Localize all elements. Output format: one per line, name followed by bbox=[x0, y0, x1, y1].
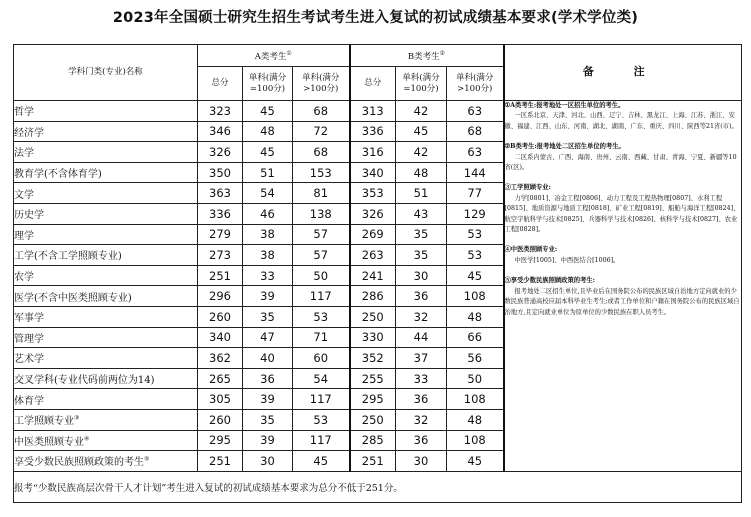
score-a-s100: 54 bbox=[243, 183, 293, 204]
score-b-sgt: 77 bbox=[447, 183, 504, 204]
score-b-total: 295 bbox=[350, 389, 396, 410]
group-b-header: B类考生② bbox=[350, 45, 504, 67]
table-row bbox=[14, 101, 742, 122]
score-a-s100: 35 bbox=[243, 409, 293, 430]
discipline-name: 军事学 bbox=[14, 306, 198, 327]
remarks-header: 备 注 bbox=[504, 45, 742, 101]
score-a-s100: 45 bbox=[243, 101, 293, 122]
score-a-total: 295 bbox=[198, 430, 243, 451]
discipline-name: 交叉学科(专业代码前两位为14) bbox=[14, 368, 198, 389]
note-item bbox=[505, 183, 742, 235]
score-b-total: 255 bbox=[350, 368, 396, 389]
score-a-total: 260 bbox=[198, 409, 243, 430]
page-title: 2023年全国硕士研究生招生考试考生进入复试的初试成绩基本要求(学术学位类) bbox=[112, 10, 639, 26]
score-a-total: 340 bbox=[198, 327, 243, 348]
score-b-total: 251 bbox=[350, 451, 396, 472]
discipline-header: 学科门类(专业)名称 bbox=[14, 45, 198, 101]
score-b-s100: 42 bbox=[396, 101, 447, 122]
score-b-total: 241 bbox=[350, 265, 396, 286]
b-singlegt100-header: 单科(满分>100分) bbox=[447, 67, 504, 101]
score-a-total: 323 bbox=[198, 101, 243, 122]
discipline-name: 艺术学 bbox=[14, 348, 198, 369]
note-item bbox=[505, 101, 742, 132]
score-a-sgt: 45 bbox=[293, 451, 350, 472]
discipline-name: 哲学 bbox=[14, 101, 198, 122]
discipline-name: 工学(不含工学照顾专业) bbox=[14, 245, 198, 266]
score-b-s100: 32 bbox=[396, 306, 447, 327]
note-body: 一区系北京、天津、河北、山西、辽宁、吉林、黑龙江、上海、江苏、浙江、安徽、福建、江西、山东、河南、湖北、湖南、广东、重庆、四川、陕西等21省(市)。 bbox=[504, 112, 738, 130]
score-b-s100: 43 bbox=[396, 203, 447, 224]
score-b-sgt: 45 bbox=[447, 265, 504, 286]
score-b-total: 285 bbox=[350, 430, 396, 451]
note-body: 报考地处二区招生单位,且毕业后在国务院公布的民族区域自治地方定向就业的少数民族普通高校应届本科毕业生考生;或者工作单位和户籍在国务院公布的民族区域自治地方,且定向就业单位为原单位的少数民族在职人员考生。 bbox=[504, 287, 740, 316]
score-a-total: 363 bbox=[198, 183, 243, 204]
score-a-total: 279 bbox=[198, 224, 243, 245]
score-b-s100: 35 bbox=[396, 245, 447, 266]
score-b-total: 352 bbox=[350, 348, 396, 369]
score-b-sgt: 53 bbox=[447, 245, 504, 266]
score-a-sgt: 72 bbox=[293, 121, 350, 142]
b-total-header: 总分 bbox=[350, 67, 396, 101]
score-a-sgt: 117 bbox=[293, 286, 350, 307]
score-a-total: 260 bbox=[198, 306, 243, 327]
score-b-sgt: 45 bbox=[447, 451, 504, 472]
score-b-total: 286 bbox=[350, 286, 396, 307]
a-total-header: 总分 bbox=[198, 67, 243, 101]
remarks-notes bbox=[504, 101, 742, 472]
score-b-sgt: 63 bbox=[447, 101, 504, 122]
score-b-sgt: 56 bbox=[447, 348, 504, 369]
score-b-s100: 30 bbox=[396, 451, 447, 472]
discipline-name: 体育学 bbox=[14, 389, 198, 410]
score-a-total: 265 bbox=[198, 368, 243, 389]
score-b-sgt: 108 bbox=[447, 286, 504, 307]
discipline-name: 法学 bbox=[14, 142, 198, 163]
discipline-name: 教育学(不含体育学) bbox=[14, 162, 198, 183]
score-b-s100: 51 bbox=[396, 183, 447, 204]
b-single100-header: 单科(满分=100分) bbox=[396, 67, 447, 101]
score-a-sgt: 53 bbox=[293, 306, 350, 327]
note-item bbox=[505, 245, 742, 266]
score-a-total: 251 bbox=[198, 265, 243, 286]
score-a-s100: 30 bbox=[243, 451, 293, 472]
score-b-sgt: 66 bbox=[447, 327, 504, 348]
score-b-total: 316 bbox=[350, 142, 396, 163]
score-a-s100: 35 bbox=[243, 306, 293, 327]
score-b-sgt: 68 bbox=[447, 121, 504, 142]
score-b-s100: 36 bbox=[396, 430, 447, 451]
note-head: ⑤享受少数民族照顾政策的考生: bbox=[504, 277, 595, 285]
score-a-total: 350 bbox=[198, 162, 243, 183]
group-a-header: A类考生① bbox=[198, 45, 350, 67]
a-single100-header: 单科(满分=100分) bbox=[243, 67, 293, 101]
score-table bbox=[13, 44, 742, 503]
discipline-name: 农学 bbox=[14, 265, 198, 286]
footer-note: 报考“少数民族高层次骨干人才计划”考生进入复试的初试成绩基本要求为总分不低于251分。 bbox=[14, 471, 742, 502]
score-b-s100: 44 bbox=[396, 327, 447, 348]
score-a-sgt: 117 bbox=[293, 430, 350, 451]
score-b-sgt: 129 bbox=[447, 203, 504, 224]
score-b-s100: 48 bbox=[396, 162, 447, 183]
score-b-s100: 45 bbox=[396, 121, 447, 142]
note-head: ①A类考生:报考地处一区招生单位的考生。 bbox=[504, 102, 625, 109]
score-a-total: 362 bbox=[198, 348, 243, 369]
score-b-sgt: 144 bbox=[447, 162, 504, 183]
discipline-name: 历史学 bbox=[14, 203, 198, 224]
note-body: 二区系内蒙古、广西、海南、贵州、云南、西藏、甘肃、青海、宁夏、新疆等10省(区)。 bbox=[504, 153, 737, 172]
note-item bbox=[505, 142, 742, 173]
score-a-s100: 39 bbox=[243, 430, 293, 451]
score-a-s100: 47 bbox=[243, 327, 293, 348]
discipline-name: 文学 bbox=[14, 183, 198, 204]
note-head: ④中医类照顾专业: bbox=[504, 246, 558, 254]
score-b-total: 326 bbox=[350, 203, 396, 224]
score-a-sgt: 60 bbox=[293, 348, 350, 369]
score-b-s100: 35 bbox=[396, 224, 447, 245]
score-a-s100: 40 bbox=[243, 348, 293, 369]
score-b-s100: 33 bbox=[396, 368, 447, 389]
score-a-s100: 51 bbox=[243, 162, 293, 183]
score-a-total: 305 bbox=[198, 389, 243, 410]
score-a-sgt: 153 bbox=[293, 162, 350, 183]
discipline-name: 中医类照顾专业④ bbox=[14, 430, 198, 451]
score-b-total: 250 bbox=[350, 409, 396, 430]
score-b-total: 336 bbox=[350, 121, 396, 142]
discipline-name: 工学照顾专业③ bbox=[14, 409, 198, 430]
score-b-s100: 37 bbox=[396, 348, 447, 369]
score-a-total: 296 bbox=[198, 286, 243, 307]
note-body: 力学[0801]、冶金工程[0806]、动力工程及工程热物理[0807]、水利工程[0815]、地质资源与地质工程[0818]、矿业工程[0819]、船舶与海洋工程[0824]、航空宇航科学与技术[0825]、兵器科学与技术[0826]、核科学与技术[0827]、农业工程[0828]。 bbox=[504, 194, 740, 234]
discipline-name: 管理学 bbox=[14, 327, 198, 348]
score-a-s100: 48 bbox=[243, 121, 293, 142]
score-a-sgt: 57 bbox=[293, 245, 350, 266]
score-a-s100: 45 bbox=[243, 142, 293, 163]
a-singlegt100-header: 单科(满分>100分) bbox=[293, 67, 350, 101]
score-b-sgt: 108 bbox=[447, 430, 504, 451]
score-a-sgt: 117 bbox=[293, 389, 350, 410]
discipline-name: 理学 bbox=[14, 224, 198, 245]
score-b-s100: 30 bbox=[396, 265, 447, 286]
discipline-name: 医学(不含中医类照顾专业) bbox=[14, 286, 198, 307]
score-a-sgt: 57 bbox=[293, 224, 350, 245]
score-a-s100: 38 bbox=[243, 245, 293, 266]
score-a-sgt: 53 bbox=[293, 409, 350, 430]
score-b-s100: 36 bbox=[396, 286, 447, 307]
score-a-sgt: 138 bbox=[293, 203, 350, 224]
score-b-total: 313 bbox=[350, 101, 396, 122]
score-b-total: 340 bbox=[350, 162, 396, 183]
score-a-total: 251 bbox=[198, 451, 243, 472]
score-a-total: 273 bbox=[198, 245, 243, 266]
score-b-total: 269 bbox=[350, 224, 396, 245]
score-a-s100: 36 bbox=[243, 368, 293, 389]
score-a-sgt: 68 bbox=[293, 142, 350, 163]
score-a-total: 336 bbox=[198, 203, 243, 224]
note-body: 中医学[1005]、中西医结合[1006]。 bbox=[514, 256, 620, 264]
score-a-sgt: 68 bbox=[293, 101, 350, 122]
score-b-sgt: 63 bbox=[447, 142, 504, 163]
score-b-sgt: 53 bbox=[447, 224, 504, 245]
note-head: ③工学照顾专业: bbox=[504, 184, 551, 192]
score-a-s100: 38 bbox=[243, 224, 293, 245]
score-a-s100: 33 bbox=[243, 265, 293, 286]
score-b-sgt: 108 bbox=[447, 389, 504, 410]
score-b-total: 330 bbox=[350, 327, 396, 348]
score-a-s100: 39 bbox=[243, 389, 293, 410]
score-a-sgt: 50 bbox=[293, 265, 350, 286]
score-a-total: 326 bbox=[198, 142, 243, 163]
note-item bbox=[505, 276, 742, 318]
discipline-name: 经济学 bbox=[14, 121, 198, 142]
score-b-total: 250 bbox=[350, 306, 396, 327]
discipline-name: 享受少数民族照顾政策的考生⑤ bbox=[14, 451, 198, 472]
score-a-sgt: 81 bbox=[293, 183, 350, 204]
score-a-s100: 46 bbox=[243, 203, 293, 224]
score-b-total: 353 bbox=[350, 183, 396, 204]
score-a-sgt: 71 bbox=[293, 327, 350, 348]
note-head: ②B类考生:报考地处二区招生单位的考生。 bbox=[504, 143, 625, 151]
score-a-total: 346 bbox=[198, 121, 243, 142]
score-b-sgt: 48 bbox=[447, 409, 504, 430]
score-b-sgt: 50 bbox=[447, 368, 504, 389]
score-a-s100: 39 bbox=[243, 286, 293, 307]
score-b-s100: 32 bbox=[396, 409, 447, 430]
score-b-sgt: 48 bbox=[447, 306, 504, 327]
score-b-total: 263 bbox=[350, 245, 396, 266]
score-b-s100: 42 bbox=[396, 142, 447, 163]
score-a-sgt: 54 bbox=[293, 368, 350, 389]
score-b-s100: 36 bbox=[396, 389, 447, 410]
